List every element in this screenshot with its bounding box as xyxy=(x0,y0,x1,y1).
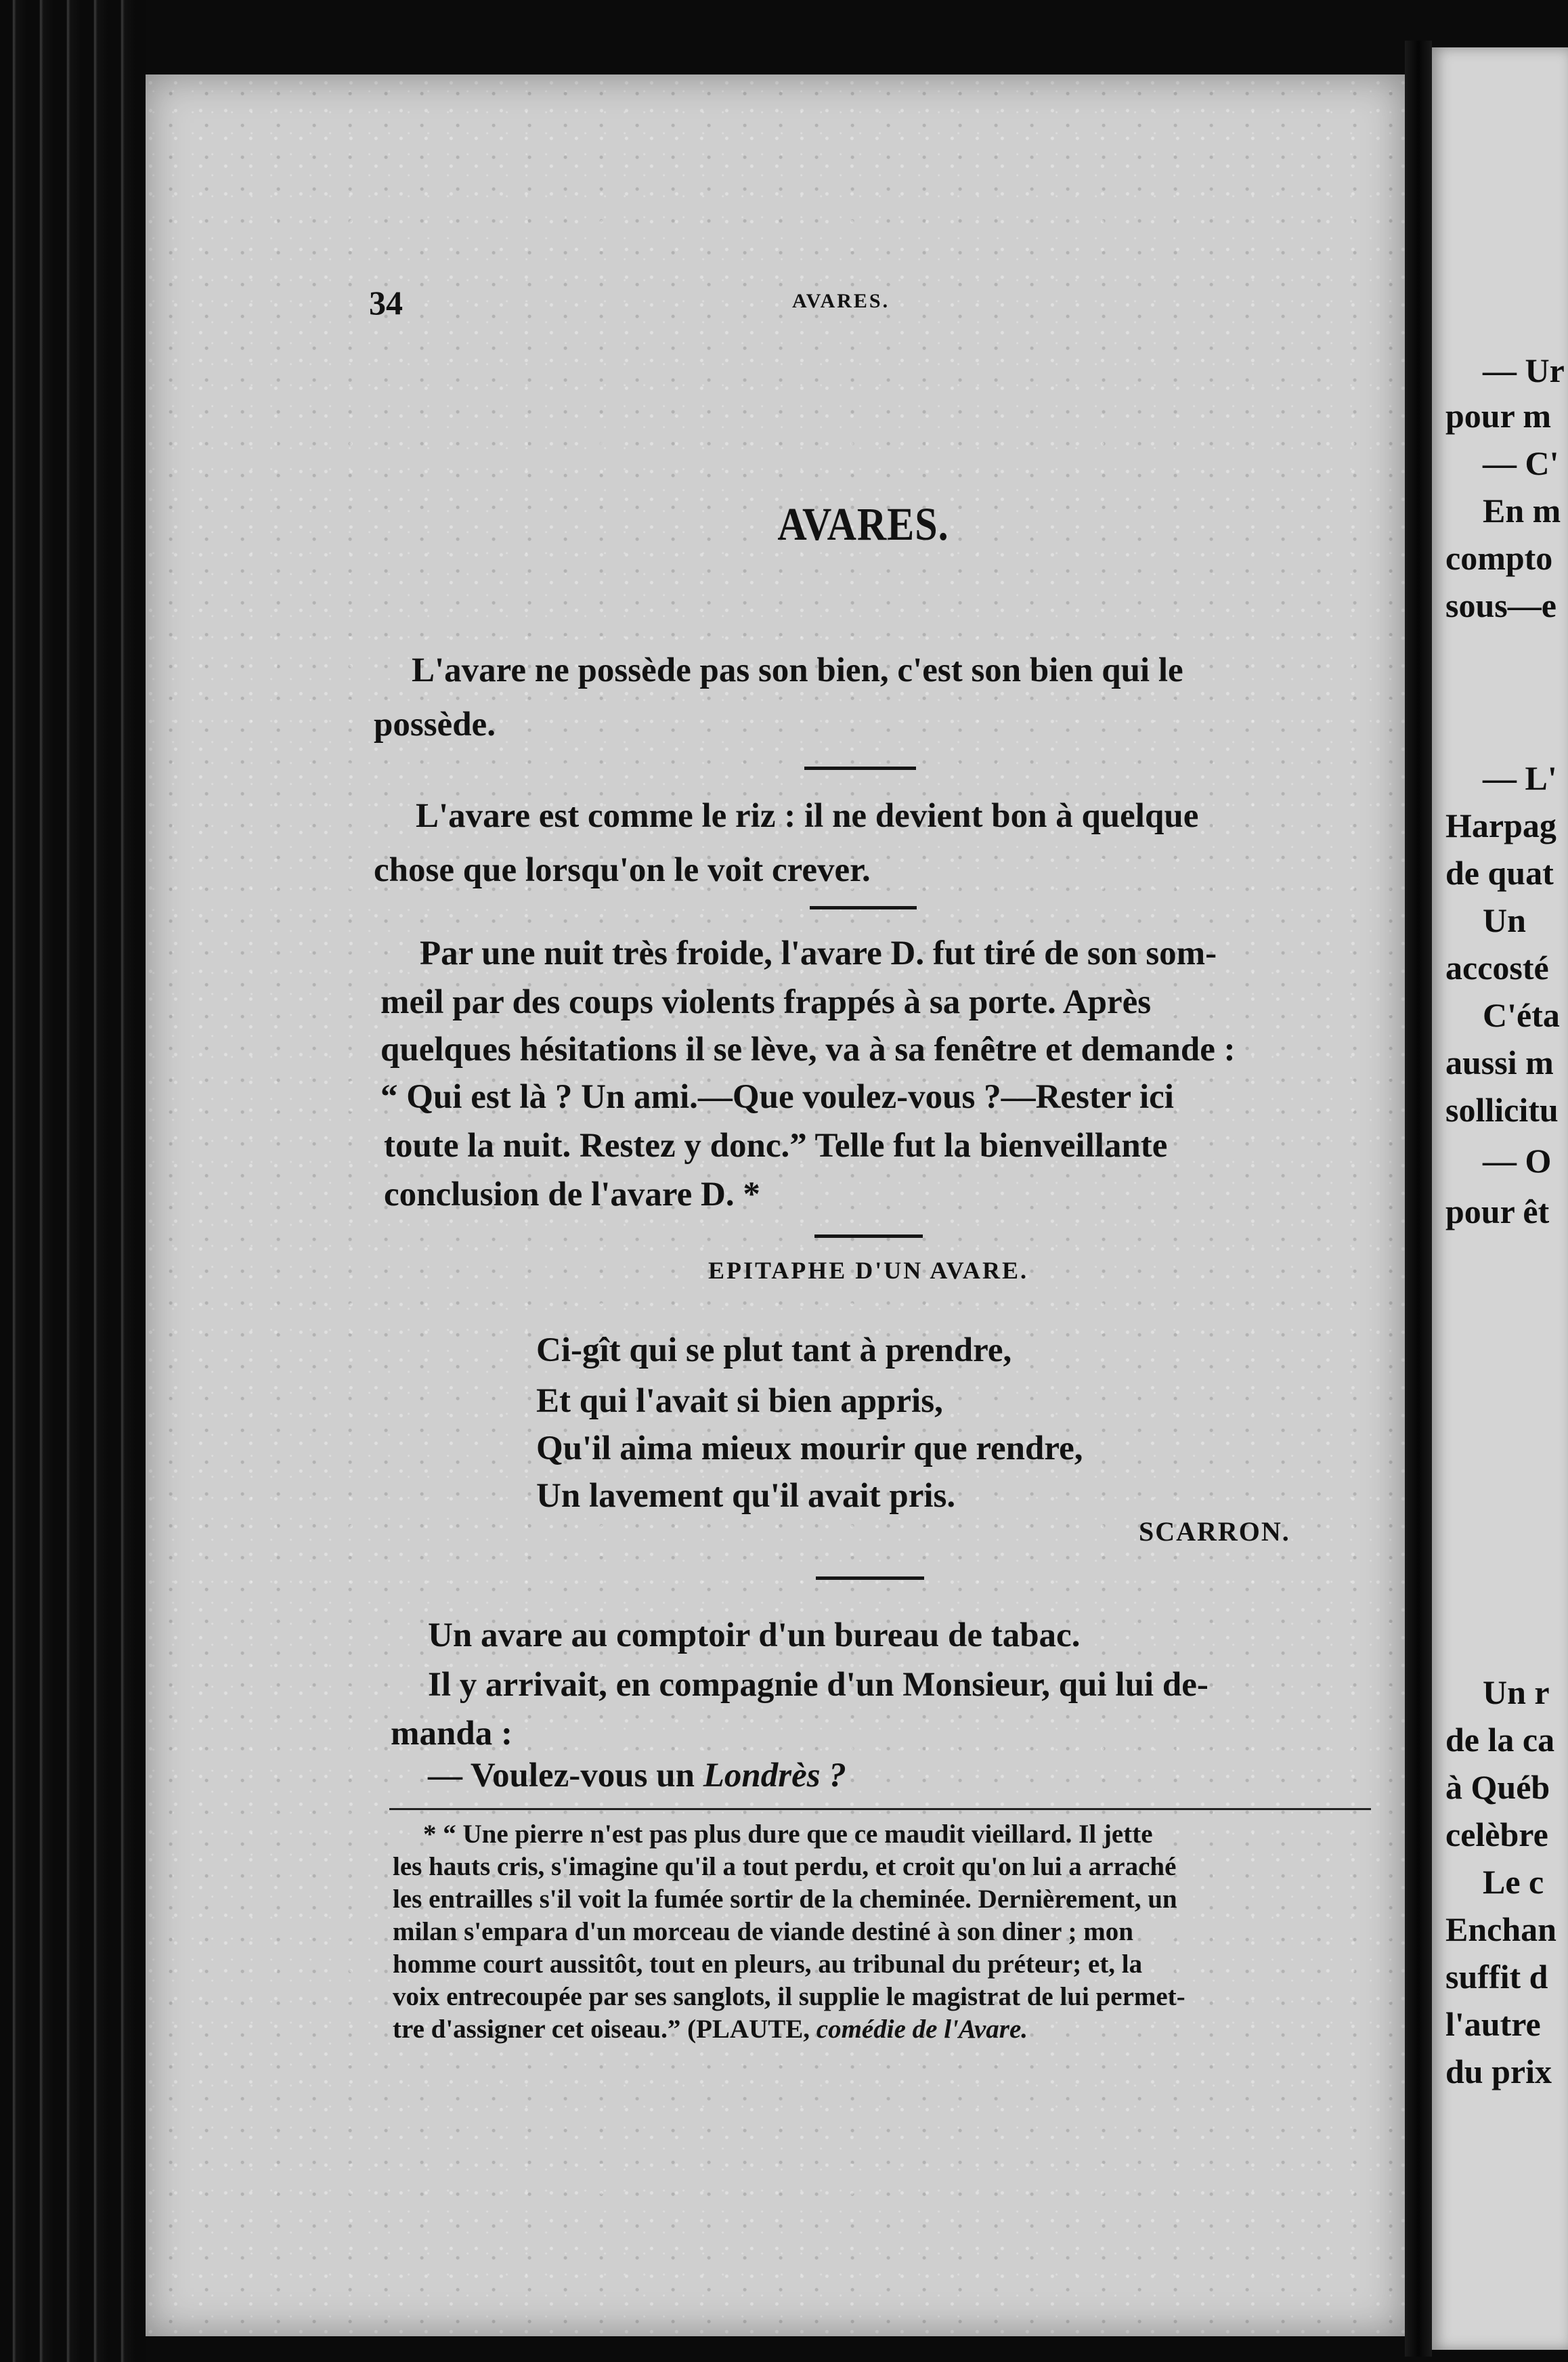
epitaph-author: SCARRON. xyxy=(1139,1516,1290,1547)
dialogue-line xyxy=(428,1755,846,1796)
facing-line: sollicitu xyxy=(1445,1091,1559,1129)
page-title: AVARES. xyxy=(777,498,949,550)
paragraph-3-line-3: quelques hésitations il se lève, va à sa fenêtre et demande : xyxy=(380,1031,1236,1069)
footnote-line-2: les hauts cris, s'imagine qu'il a tout perdu, et croit qu'on lui a arraché xyxy=(393,1852,1177,1881)
facing-line: — Ur xyxy=(1483,351,1565,389)
footnote-line-5: homme court aussitôt, tout en pleurs, au tribunal du préteur; et, la xyxy=(393,1950,1143,1979)
facing-line: l'autre xyxy=(1445,2005,1541,2043)
footnote-line-1: * “ Une pierre n'est pas plus dure que ce maudit vieillard. Il jette xyxy=(423,1820,1153,1849)
book-binding-edge xyxy=(0,0,146,2362)
paragraph-3-line-5: toute la nuit. Restez y donc.” Telle fut la bienveillante xyxy=(384,1127,1168,1165)
footnote-rule xyxy=(389,1808,1371,1810)
facing-line: suffit d xyxy=(1445,1958,1548,1996)
facing-line: — O xyxy=(1483,1142,1552,1180)
facing-line: Un xyxy=(1483,901,1526,939)
paragraph-3-line-1: Par une nuit très froide, l'avare D. fut tiré de son som- xyxy=(420,935,1217,972)
facing-line: C'éta xyxy=(1483,996,1560,1034)
running-head: AVARES. xyxy=(792,290,890,312)
facing-page-fragment xyxy=(1432,47,1568,2350)
facing-line: de la ca xyxy=(1445,1721,1555,1759)
separator-rule xyxy=(816,1576,924,1580)
footnote-line-6: voix entrecoupée par ses sanglots, il supplie le magistrat de lui permet- xyxy=(393,1982,1185,2011)
facing-line: Enchan xyxy=(1445,1910,1556,1948)
facing-line: de quat xyxy=(1445,854,1554,892)
separator-rule xyxy=(814,1234,923,1238)
book-gutter xyxy=(1405,41,1432,2357)
dialogue-emphasis: Londrès ? xyxy=(703,1757,846,1795)
facing-line: compto xyxy=(1445,539,1553,577)
footnote-line-4: milan s'empara d'un morceau de viande destiné à son diner ; mon xyxy=(393,1917,1133,1946)
footnote-line-7 xyxy=(393,2013,1185,2046)
epitaph-verse-2: Et qui l'avait si bien appris, xyxy=(536,1382,943,1420)
paragraph-1-line-2: possède. xyxy=(374,706,496,744)
facing-line: pour êt xyxy=(1445,1193,1550,1230)
paragraph-4-line-2: Il y arrivait, en compagnie d'un Monsieur, qui lui de- xyxy=(428,1666,1208,1704)
facing-line: pour m xyxy=(1445,397,1552,435)
facing-line: celèbre xyxy=(1445,1816,1548,1853)
facing-line: Un r xyxy=(1483,1673,1550,1711)
epitaph-verse-4: Un lavement qu'il avait pris. xyxy=(536,1477,956,1515)
paragraph-3-line-2: meil par des coups violents frappés à sa porte. Après xyxy=(380,983,1152,1021)
separator-rule xyxy=(804,767,916,770)
footnote-last-text: tre d'assigner cet oiseau.” (PLAUTE, xyxy=(393,2015,816,2044)
epitaph-verse-3: Qu'il aima mieux mourir que rendre, xyxy=(536,1430,1083,1467)
facing-line: à Québ xyxy=(1445,1768,1550,1806)
facing-line: aussi m xyxy=(1445,1044,1554,1081)
facing-line: En m xyxy=(1483,492,1561,530)
footnote xyxy=(393,1818,1185,2046)
epitaph-title: EPITAPHE D'UN AVARE. xyxy=(707,1257,1029,1284)
separator-rule xyxy=(810,906,917,909)
page-number: 34 xyxy=(369,284,403,322)
facing-line: accosté xyxy=(1445,949,1549,987)
dialogue-text: — Voulez-vous un xyxy=(428,1757,703,1795)
epitaph-verse-1: Ci-gît qui se plut tant à prendre, xyxy=(536,1331,1012,1369)
facing-line: — L' xyxy=(1483,759,1557,797)
facing-line: sous—e xyxy=(1445,586,1556,624)
paragraph-3-line-6: conclusion de l'avare D. * xyxy=(384,1176,760,1214)
paragraph-3-line-4: “ Qui est là ? Un ami.—Que voulez-vous ?—Rester ici xyxy=(380,1078,1174,1116)
paragraph-2-line-1: L'avare est comme le riz : il ne devient bon à quelque xyxy=(416,797,1199,835)
paragraph-2-line-2: chose que lorsqu'on le voit crever. xyxy=(374,851,871,889)
footnote-last-italic: comédie de l'Avare. xyxy=(816,2015,1028,2044)
paragraph-1-line-1: L'avare ne possède pas son bien, c'est son bien qui le xyxy=(412,651,1183,689)
page-header xyxy=(369,283,1385,324)
facing-line: — C' xyxy=(1483,444,1559,482)
footnote-line-3: les entrailles s'il voit la fumée sortir de la cheminée. Dernièrement, un xyxy=(393,1885,1177,1914)
paragraph-4-line-1: Un avare au comptoir d'un bureau de tabac. xyxy=(428,1616,1081,1654)
paragraph-4-line-3: manda : xyxy=(391,1715,513,1753)
facing-line: du prix xyxy=(1445,2053,1552,2090)
facing-line: Le c xyxy=(1483,1863,1544,1901)
facing-line: Harpag xyxy=(1445,807,1556,844)
